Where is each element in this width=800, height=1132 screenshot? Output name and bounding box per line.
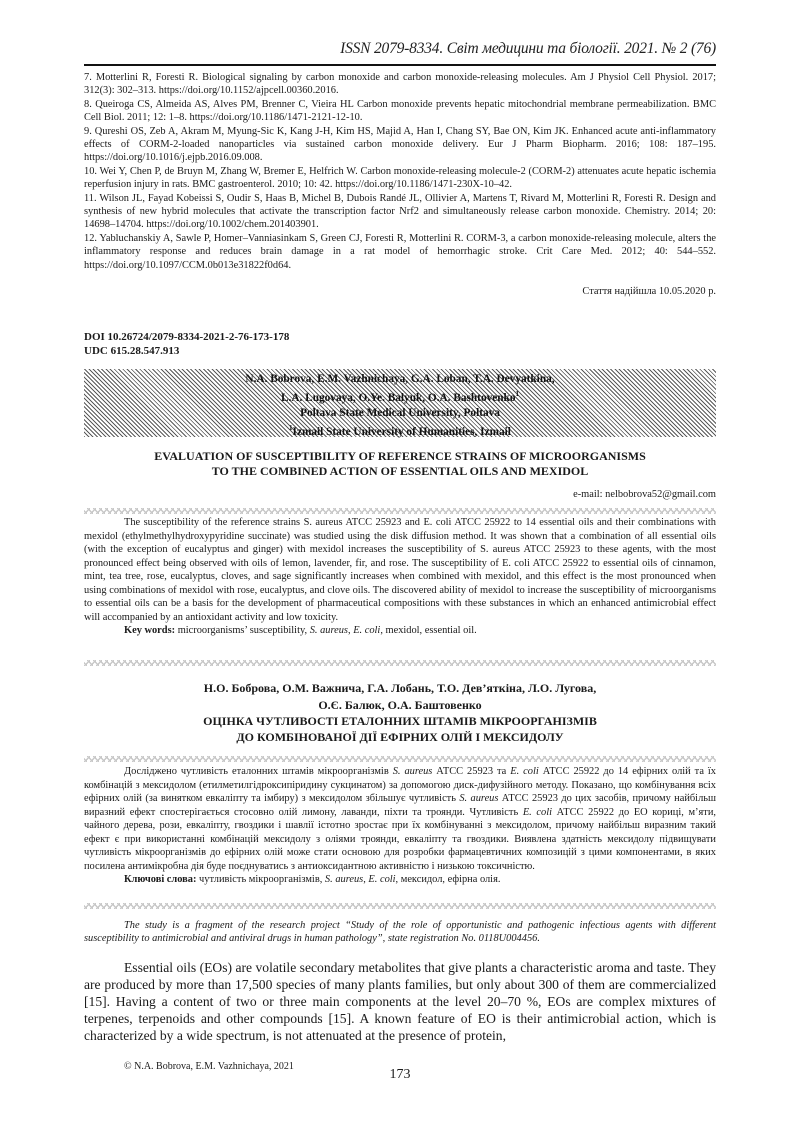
udc: UDC 615.28.547.913 — [84, 345, 180, 357]
abstract-ua — [84, 765, 716, 887]
reference-item: 7. Motterlini R, Foresti R. Biological signaling by carbon monoxide and carbon monoxide-releasing molecules. Am J Physiol Cell Physiol. 2017; 312(3): 302–313. https://doi.org/10.1152/ajpcell.00360.2016. — [84, 72, 716, 97]
copyright: © N.A. Bobrova, E.M. Vazhnichaya, 2021 — [124, 1061, 294, 1072]
reference-item: 11. Wilson JL, Fayad Kobeissi S, Oudir S, Haas B, Michel B, Dubois Randé JL, Ollivier A, Martens T, Rivard M, Motterlini R, Foresti R. Design and synthesis of new hybrid molecules that activate the transcription factor Nrf2 and simultaneously release carbon monoxide. Chemistry. 2014; 20: 14698–14704. https://doi.org/10.1002/chem.201403901. — [84, 192, 716, 231]
abstract-ua-border-top — [84, 756, 716, 762]
reference-item: 10. Wei Y, Chen P, de Bruyn M, Zhang W, Bremer E, Helfrich W. Carbon monoxide-releasing molecule-2 (CORM-2) attenuates acute hepatic ischemia reperfusion injury in rats. BMC gastroenterol. 2010; 10: 42. https://doi.org/10.1186/1471-230X-10–42. — [84, 165, 716, 191]
reference-item: 8. Queiroga CS, Almeida AS, Alves PM, Brenner C, Vieira HL Carbon monoxide prevents hepatic mitochondrial membrane permeabilization. BMC Cell Biol. 2011; 12: 1–8. https://doi.org/10.1186/1471-2121-12-10. — [84, 98, 716, 124]
received-date: Стаття надійшла 10.05.2020 р. — [582, 286, 716, 297]
abstract-border-top — [84, 508, 716, 514]
funding-note: The study is a fragment of the research project “Study of the role of opportunistic and pathogenic infectious agents with different susceptibility to antimicrobial and antiviral drugs in human pathology”, state registration No. 0118U004456. — [84, 920, 716, 945]
body-paragraph: Essential oils (EOs) are volatile secondary metabolites that give plants a characteristic aroma and taste. They are produced by more than 17,500 species of many plants families, but only about 300 of them are commercialized [15]. Having a content of two or three main components at the level 20–70 %, EOs are complex mixtures of terpenes, terpenoids and other compounds [15]. A known feature of EO is their antimicrobial action, which is characterized by a wide spectrum, is not attenuated at the presence of protein, — [84, 960, 716, 1043]
abstract-en-text: The susceptibility of the reference strains S. aureus ATCC 25923 and E. coli ATCC 25922 to 14 essential oils and their combinations with mexidol (ethylmethylhydroxypyridine succinate) was studied using the disk diffusion method. It was shown that a combination of all essential oils (with the exception of eucalyptus and ginger) with mexidol increases the susceptibility of S. aureus ATCC 25923 to these agents, with the most pronounced effect being observed with oils of lemon, lavender, fir, and rose. The susceptibility of E. coli ATCC 25922 to essential oils of cinnamon, mint, tea tree, rose, eucalyptus, cloves, and sage significantly increases when combined with mexidol, and this effect is the most pronounced when using combinations of mexidol with rose, eucalyptus, and clove oils. The discovered ability of mexidol to increase the susceptibility of microorganisms to essential oils can be a basis for the development of pharmaceutical compositions with these substances in which an enhanced antimicrobial effect will accompanied by an antioxidant activity and low toxicity. — [84, 517, 716, 623]
authors-en-line-2: L.A. Lugovaya, O.Ye. Balyuk, O.A. Bashtovenko$^1$ — [281, 390, 519, 404]
keywords-ua: Ключові слова: чутливість мікроорганізмів, S. aureus, E. coli, мексидол, ефірна олія. — [124, 874, 501, 885]
article-title-ua: ОЦІНКА ЧУТЛИВОСТІ ЕТАЛОННИХ ШТАМІВ МІКРООРГАНІЗМІВ ДО КОМБІНОВАНОЇ ДІЇ ЕФІРНИХ ОЛІЙ І МЕКСИДОЛУ — [203, 714, 597, 744]
body-text — [84, 959, 716, 1044]
affiliation-1: Poltava State Medical University, Poltava — [300, 407, 500, 420]
reference-list — [84, 71, 716, 272]
author-affiliation-box — [84, 369, 716, 437]
running-head: ISSN 2079-8334. Світ медицини та біології. 2021. № 2 (76) — [340, 40, 716, 57]
article-title-en: EVALUATION OF SUSCEPTIBILITY OF REFERENCE STRAINS OF MICROORGANISMS TO THE COMBINED ACTION OF ESSENTIAL OILS AND MEXIDOL — [154, 449, 646, 479]
abstract-en — [84, 516, 716, 638]
affiliation-2: $^1$Izmail State University of Humanities, Izmail — [289, 424, 511, 439]
page-number: 173 — [389, 1067, 411, 1082]
authors-ua: Н.О. Боброва, О.М. Важнича, Г.А. Лобань, Т.О. Дев’яткіна, Л.О. Лугова, О.Є. Балюк, О.А. Баштовенко — [203, 681, 597, 712]
affiliation-marker: 1 — [515, 390, 519, 399]
abstract-ua-text: Досліджено чутливість еталонних штамів мікроорганізмів S. aureus АТСС 25923 та E. coli АТСС 25922 до 14 ефірних олій та їх комбінацій з мексидолом (етилметилгідроксипіридину сукцинатом) за допомогою диск-дифузійного методу. Показано, що комбінування всіх ефірних олій (за винятком евкаліпту та імбиру) з мексидолом збільшує чутливість S. aureus АТСС 25923 до цих засобів, причому найбільш виразний ефект спостерігається стосовно олій лимону, лаванди, піхти та троянди. Чутливість E. coli АТСС 25922 до ЕО кориці, м’яти, чайного дерева, рози, евкаліпту, гвоздики і шавлії істотно зростає при їх комбінуванні з мексидолом, причому найбільш виразним такий ефект є при використанні комбінацій мексидолу з оліями троянди, евкаліпту та гвоздики. Виявлена здатність мексидолу підвищувати чутливість мікроорганізмів до ефірних олій може стати основою для розробки фармацевтичних композицій з цими компонентами, в яких посилена антимікробна дія буде поєднуватись з антиоксидантною активністю і низькою токсичністю. — [84, 766, 717, 872]
doi-block — [84, 330, 289, 358]
doi: DOI 10.26724/2079-8334-2021-2-76-173-178 — [84, 331, 290, 343]
keywords-en: Key words: microorganisms’ susceptibility, S. aureus, E. coli, mexidol, essential oil. — [124, 625, 477, 636]
contact-email[interactable]: e-mail: nelbobrova52@gmail.com — [573, 489, 716, 500]
header-rule — [84, 64, 716, 66]
affiliation-marker: 1 — [289, 424, 293, 433]
reference-item: 12. Yabluchanskiy A, Sawle P, Homer–Vanniasinkam S, Green CJ, Foresti R, Motterlini R. CORM-3, a carbon monoxide-releasing molecule, alters the inflammatory response and reduces brain damage in a rat model of hemorrhagic stroke. Crit Care Med. 2012; 40: 544–552. https://doi.org/10.1097/CCM.0b013e31822f0d64. — [84, 232, 716, 271]
abstract-ua-border-bottom — [84, 903, 716, 909]
reference-item: 9. Qureshi OS, Zeb A, Akram M, Myung-Sic K, Kang J-H, Kim HS, Majid A, Han I, Chang SY, Bae ON, Kim JK. Enhanced acute anti-inflammatory effects of CORM-2-loaded nanoparticles via sustained carbon monoxide delivery. Eur J Pharm Biopharm. 2016; 108: 187–195. https://doi.org/10.1016/j.ejpb.2016.09.008. — [84, 125, 716, 164]
abstract-border-bottom — [84, 660, 716, 666]
authors-en-line-1: N.A. Bobrova, E.M. Vazhnichaya, G.A. Loban, T.A. Devyatkina, — [245, 373, 555, 385]
